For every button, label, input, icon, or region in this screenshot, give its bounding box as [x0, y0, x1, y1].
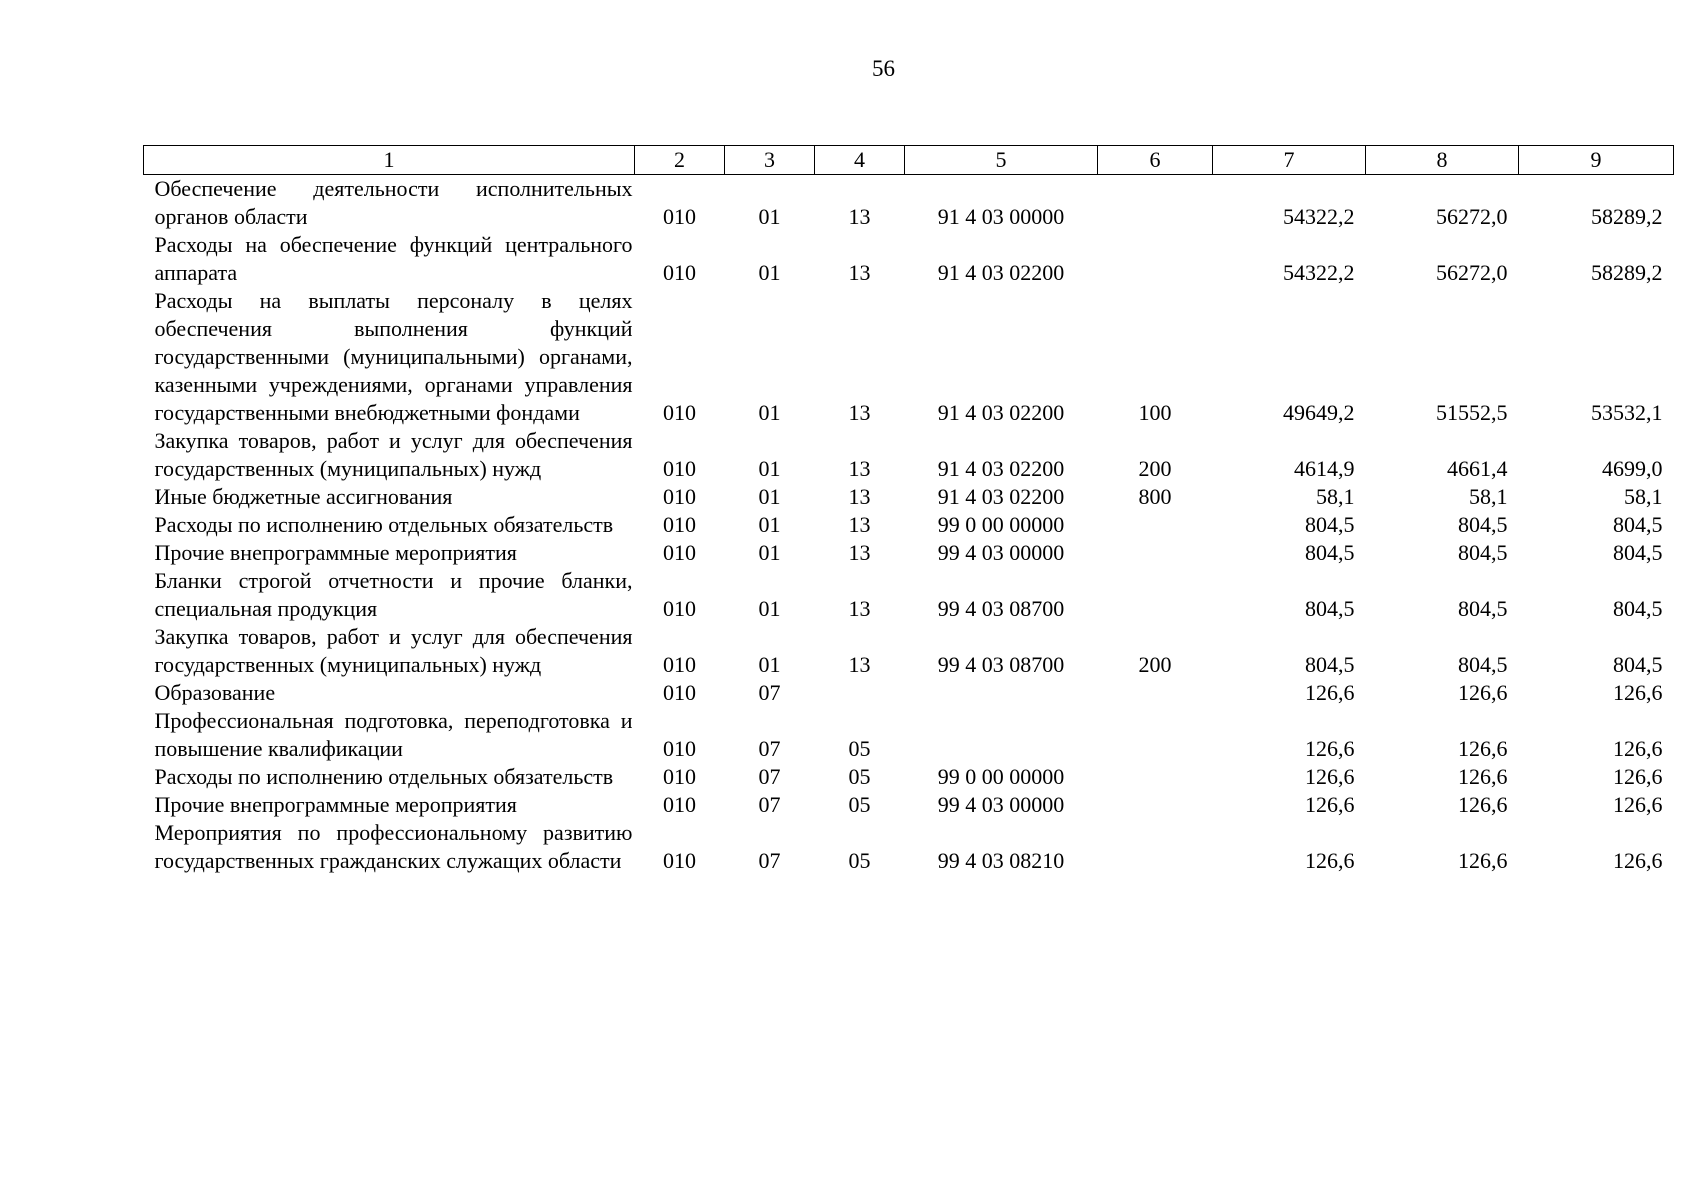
row-col-7: 126,6 [1305, 736, 1355, 761]
row-col-9: 804,5 [1613, 540, 1663, 565]
row-col-9: 126,6 [1613, 848, 1663, 873]
row-col-5: 99 4 03 00000 [937, 792, 1065, 817]
row-col-3: 01 [758, 540, 781, 565]
table-row [144, 763, 1674, 791]
row-col-9: 126,6 [1613, 792, 1663, 817]
row-col-9: 58,1 [1624, 484, 1663, 509]
row-col-5: 91 4 03 02200 [937, 400, 1065, 425]
row-col-9: 126,6 [1613, 680, 1663, 705]
row-col-9: 804,5 [1613, 512, 1663, 537]
row-col-7: 126,6 [1305, 680, 1355, 705]
row-col-8: 51552,5 [1436, 400, 1508, 425]
row-col-4: 05 [848, 792, 871, 817]
row-col-2: 010 [663, 596, 696, 621]
row-col-3: 07 [758, 764, 781, 789]
row-col-9: 804,5 [1613, 596, 1663, 621]
row-col-5: 99 4 03 08210 [937, 848, 1065, 873]
row-col-6 [1098, 819, 1213, 875]
row-col-9: 4699,0 [1602, 456, 1663, 481]
row-col-8: 56272,0 [1436, 260, 1508, 285]
row-col-2: 010 [663, 512, 696, 537]
row-col-5: 99 4 03 00000 [937, 540, 1065, 565]
row-col-8: 804,5 [1458, 652, 1508, 677]
table-row [144, 427, 1674, 483]
row-col-3: 01 [758, 456, 781, 481]
header-col-3: 3 [725, 146, 815, 175]
row-col-6 [1098, 231, 1213, 287]
row-col-8: 58,1 [1469, 484, 1508, 509]
row-col-4: 13 [848, 484, 871, 509]
row-col-6 [1098, 175, 1213, 232]
row-col-2: 010 [663, 848, 696, 873]
row-col-3: 01 [758, 484, 781, 509]
row-col-2: 010 [663, 484, 696, 509]
row-name: Расходы на выплаты персоналу в целях обеспечения выполнения функций государственными (муниципальными) органами, казенными учреждениями, органами управления государственными внебюджетными фондами [154, 288, 633, 425]
row-name: Иные бюджетные ассигнования [154, 484, 453, 509]
row-col-8: 126,6 [1458, 848, 1508, 873]
row-col-2: 010 [663, 736, 696, 761]
row-col-8: 126,6 [1458, 736, 1508, 761]
row-col-7: 49649,2 [1283, 400, 1355, 425]
row-col-7: 126,6 [1305, 848, 1355, 873]
row-col-4: 05 [848, 764, 871, 789]
row-col-4: 13 [848, 540, 871, 565]
row-col-2: 010 [663, 260, 696, 285]
row-col-7: 54322,2 [1283, 260, 1355, 285]
header-col-4: 4 [815, 146, 905, 175]
table-row [144, 707, 1674, 763]
row-col-2: 010 [663, 400, 696, 425]
row-name: Расходы по исполнению отдельных обязательств [154, 512, 614, 537]
row-name: Мероприятия по профессиональному развитию государственных гражданских служащих области [154, 820, 633, 873]
row-col-7: 804,5 [1305, 540, 1355, 565]
row-col-3: 07 [758, 848, 781, 873]
table-row [144, 791, 1674, 819]
row-col-5: 99 4 03 08700 [937, 596, 1065, 621]
row-name: Расходы на обеспечение функций центрального аппарата [154, 232, 633, 285]
row-col-3: 01 [758, 260, 781, 285]
row-col-4 [815, 679, 905, 707]
row-col-7: 54322,2 [1283, 204, 1355, 229]
header-col-9: 9 [1519, 146, 1674, 175]
row-col-5: 91 4 03 00000 [937, 204, 1065, 229]
row-col-6 [1098, 763, 1213, 791]
table-row [144, 539, 1674, 567]
table-row [144, 483, 1674, 511]
table-row [144, 819, 1674, 875]
row-name: Профессиональная подготовка, переподготовка и повышение квалификации [154, 708, 633, 761]
row-col-9: 126,6 [1613, 764, 1663, 789]
page-number: 56 [872, 56, 895, 81]
row-col-5: 91 4 03 02200 [937, 260, 1065, 285]
row-col-5: 99 4 03 08700 [937, 652, 1065, 677]
table-row [144, 511, 1674, 539]
row-col-3: 01 [758, 512, 781, 537]
row-name: Расходы по исполнению отдельных обязательств [154, 764, 614, 789]
row-col-5 [905, 707, 1098, 763]
row-col-6 [1098, 511, 1213, 539]
row-col-6 [1098, 567, 1213, 623]
row-col-6: 200 [1138, 456, 1172, 481]
row-name: Закупка товаров, работ и услуг для обеспечения государственных (муниципальных) нужд [154, 624, 633, 677]
row-col-3: 01 [758, 204, 781, 229]
table-row [144, 231, 1674, 287]
row-col-8: 804,5 [1458, 540, 1508, 565]
header-col-7: 7 [1213, 146, 1366, 175]
row-col-2: 010 [663, 792, 696, 817]
row-col-7: 4614,9 [1294, 456, 1355, 481]
row-col-8: 4661,4 [1447, 456, 1508, 481]
row-col-7: 126,6 [1305, 764, 1355, 789]
header-col-6: 6 [1098, 146, 1213, 175]
row-col-8: 804,5 [1458, 512, 1508, 537]
row-col-4: 13 [848, 652, 871, 677]
row-col-9: 58289,2 [1591, 204, 1663, 229]
row-col-3: 01 [758, 596, 781, 621]
row-col-9: 804,5 [1613, 652, 1663, 677]
row-col-5: 91 4 03 02200 [937, 484, 1065, 509]
row-col-9: 126,6 [1613, 736, 1663, 761]
row-col-9: 53532,1 [1591, 400, 1663, 425]
row-col-4: 13 [848, 512, 871, 537]
row-col-7: 804,5 [1305, 512, 1355, 537]
row-col-9: 58289,2 [1591, 260, 1663, 285]
row-col-8: 126,6 [1458, 680, 1508, 705]
row-col-7: 804,5 [1305, 652, 1355, 677]
row-col-4: 13 [848, 260, 871, 285]
header-col-5: 5 [905, 146, 1098, 175]
table-row [144, 679, 1674, 707]
header-row [144, 146, 1674, 175]
row-col-4: 13 [848, 400, 871, 425]
table-row [144, 287, 1674, 427]
row-col-6 [1098, 707, 1213, 763]
row-col-3: 07 [758, 680, 781, 705]
row-col-5 [905, 679, 1098, 707]
row-col-6 [1098, 679, 1213, 707]
row-name: Обеспечение деятельности исполнительных органов области [154, 176, 633, 229]
row-name: Прочие внепрограммные мероприятия [154, 540, 517, 565]
row-name: Закупка товаров, работ и услуг для обеспечения государственных (муниципальных) нужд [154, 428, 633, 481]
row-col-6: 100 [1138, 400, 1172, 425]
table-row [144, 623, 1674, 679]
row-name: Прочие внепрограммные мероприятия [154, 792, 517, 817]
table-header [144, 146, 1674, 175]
row-col-6: 800 [1138, 484, 1172, 509]
row-col-2: 010 [663, 680, 696, 705]
row-col-2: 010 [663, 540, 696, 565]
row-col-8: 804,5 [1458, 596, 1508, 621]
row-col-4: 05 [848, 736, 871, 761]
row-col-5: 99 0 00 00000 [937, 512, 1065, 537]
row-col-8: 126,6 [1458, 792, 1508, 817]
row-col-2: 010 [663, 456, 696, 481]
row-name: Бланки строгой отчетности и прочие бланки, специальная продукция [154, 568, 633, 621]
row-name: Образование [154, 680, 276, 705]
row-col-7: 804,5 [1305, 596, 1355, 621]
row-col-2: 010 [663, 652, 696, 677]
table-row [144, 175, 1674, 232]
table-body [144, 175, 1674, 876]
row-col-7: 58,1 [1316, 484, 1355, 509]
header-col-8: 8 [1366, 146, 1519, 175]
budget-table [143, 145, 1674, 875]
row-col-3: 01 [758, 652, 781, 677]
row-col-6 [1098, 539, 1213, 567]
row-col-3: 07 [758, 792, 781, 817]
row-col-2: 010 [663, 764, 696, 789]
row-col-4: 05 [848, 848, 871, 873]
table-row [144, 567, 1674, 623]
row-col-3: 07 [758, 736, 781, 761]
row-col-4: 13 [848, 456, 871, 481]
row-col-2: 010 [663, 204, 696, 229]
row-col-5: 99 0 00 00000 [937, 764, 1065, 789]
row-col-4: 13 [848, 596, 871, 621]
row-col-6 [1098, 791, 1213, 819]
row-col-5: 91 4 03 02200 [937, 456, 1065, 481]
header-col-1: 1 [144, 146, 635, 175]
row-col-4: 13 [848, 204, 871, 229]
row-col-6: 200 [1138, 652, 1172, 677]
row-col-8: 56272,0 [1436, 204, 1508, 229]
row-col-3: 01 [758, 400, 781, 425]
row-col-7: 126,6 [1305, 792, 1355, 817]
header-col-2: 2 [635, 146, 725, 175]
row-col-8: 126,6 [1458, 764, 1508, 789]
